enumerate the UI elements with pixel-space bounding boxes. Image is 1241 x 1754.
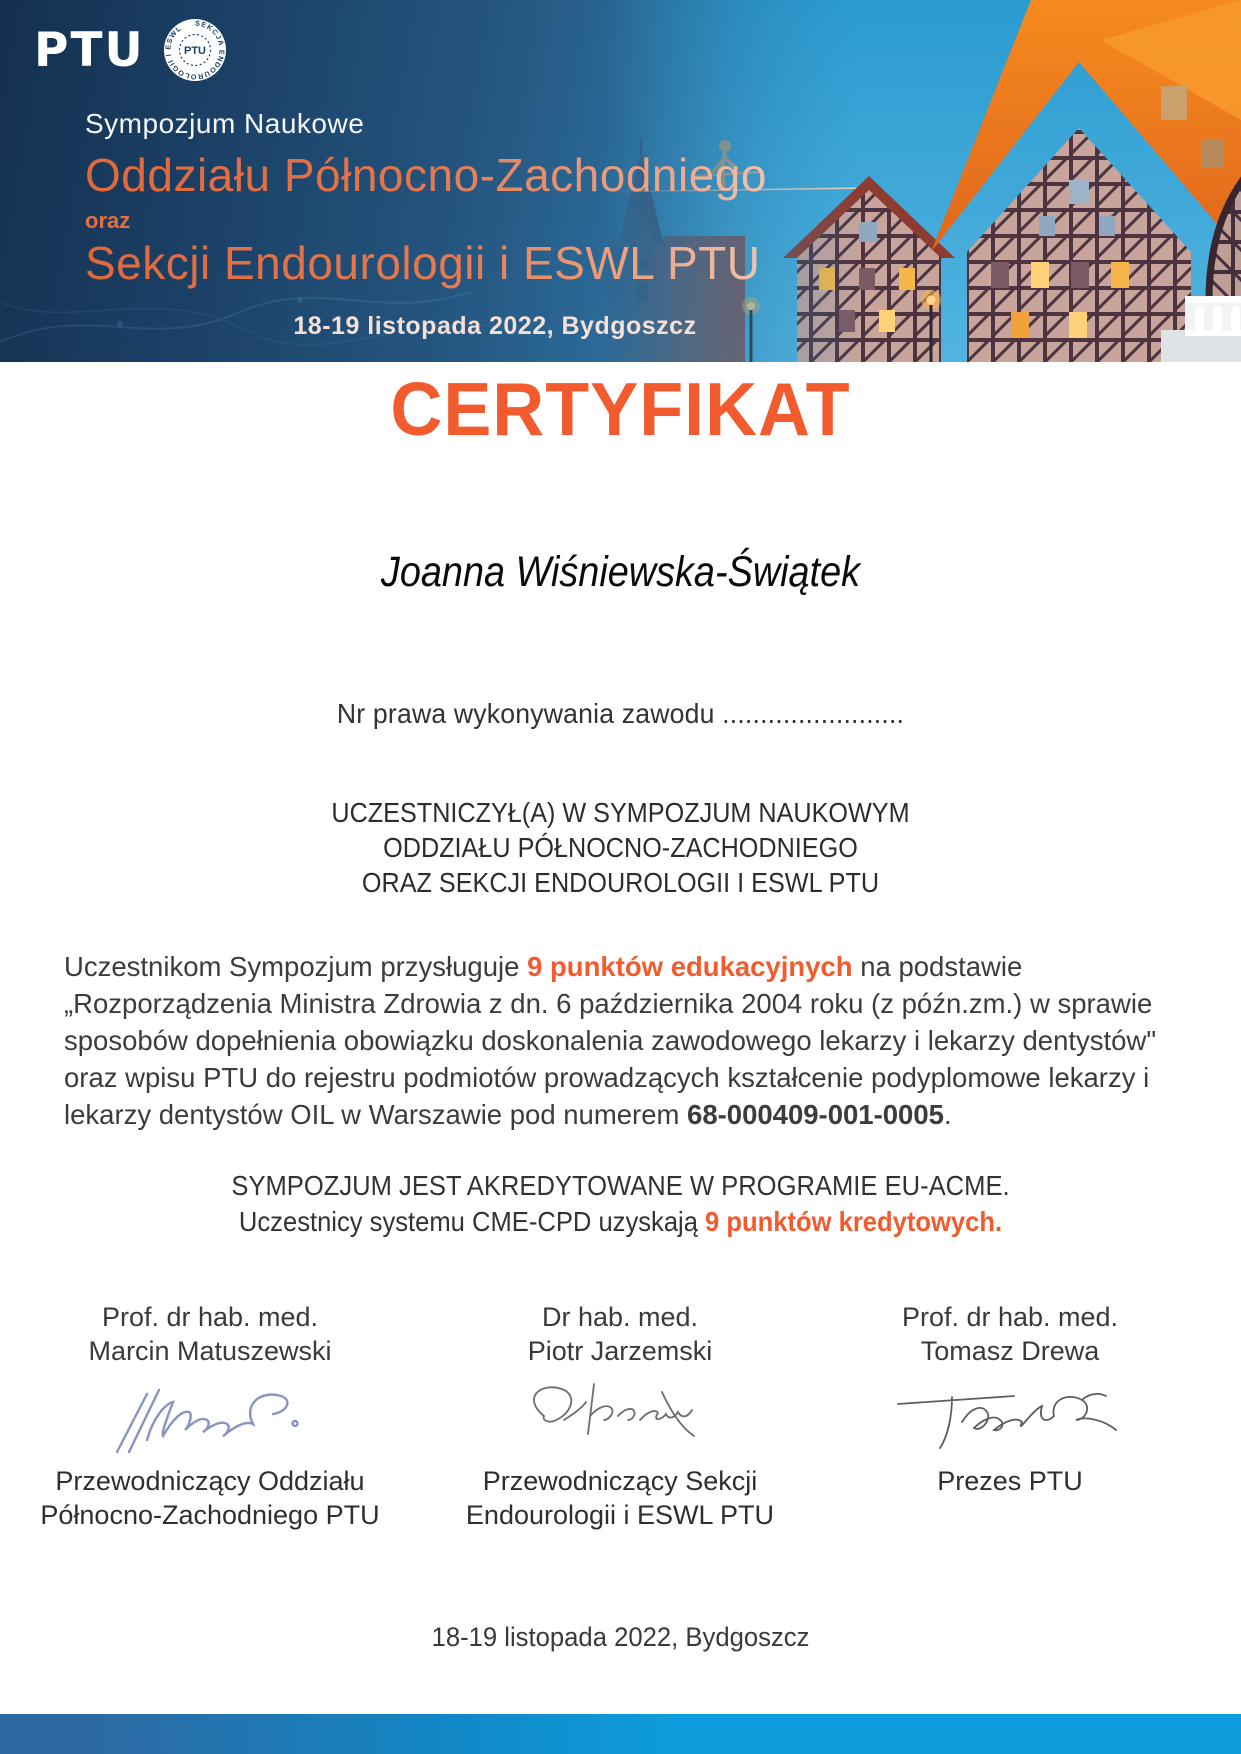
participation-line-3: ORAZ SEKCJI ENDOUROLOGII I ESWL PTU bbox=[361, 867, 880, 898]
accreditation-line-1: SYMPOZJUM JEST AKREDYTOWANE W PROGRAMIE EU-ACME. bbox=[231, 1170, 1010, 1201]
svg-text:PTU: PTU bbox=[183, 45, 206, 57]
participation-line-1: UCZESTNICZYŁ(A) W SYMPOZJUM NAUKOWYM bbox=[331, 797, 910, 828]
signature-block bbox=[0, 1300, 1241, 1532]
credit-points-highlight: 9 punktów kredytowych. bbox=[705, 1206, 1003, 1237]
matuszewski-signature bbox=[95, 1376, 325, 1462]
education-points-highlight: 9 punktów edukacyjnych bbox=[527, 951, 853, 982]
footer-date-location: 18-19 listopada 2022, Bydgoszcz bbox=[431, 1622, 810, 1652]
license-number-line: Nr prawa wykonywania zawodu ........................ bbox=[336, 698, 905, 729]
certificate-title: CERTYFIKAT bbox=[390, 367, 851, 451]
signatory-matuszewski bbox=[0, 1300, 420, 1532]
drewa-signature bbox=[890, 1376, 1130, 1462]
signatory-title: Prof. dr hab. med. bbox=[101, 1302, 319, 1332]
header-banner bbox=[0, 0, 1241, 362]
svg-text:SEKCJA ENDOUROLOGII I ESWL: SEKCJA ENDOUROLOGII I ESWL bbox=[163, 18, 227, 82]
signatory-name: Piotr Jarzemski bbox=[527, 1336, 713, 1366]
signatory-jarzemski bbox=[420, 1300, 820, 1532]
footer-bar bbox=[0, 1714, 1241, 1754]
signatory-role-line1: Przewodniczący Oddziału bbox=[55, 1466, 365, 1496]
legal-paragraph bbox=[64, 948, 1182, 1133]
participation-statement bbox=[62, 795, 1179, 900]
header-conjunction: oraz bbox=[85, 208, 131, 233]
signatory-title: Dr hab. med. bbox=[541, 1302, 699, 1332]
header-title-line2: Sekcji Endourologii i ESWL PTU bbox=[85, 236, 905, 290]
accreditation-text: Uczestnicy systemu CME-CPD uzyskają bbox=[238, 1206, 706, 1237]
signatory-name: Tomasz Drewa bbox=[920, 1336, 1100, 1366]
jarzemski-signature bbox=[510, 1376, 730, 1462]
header-title-line1: Oddziału Północno-Zachodniego bbox=[85, 148, 905, 202]
header-kicker: Sympozjum Naukowe bbox=[85, 108, 365, 139]
legal-text: Uczestnikom Sympozjum przysługuje bbox=[64, 951, 528, 982]
endourology-section-badge-icon bbox=[163, 18, 227, 82]
recipient-name: Joanna Wiśniewska-Świątek bbox=[380, 548, 861, 596]
signatory-title: Prof. dr hab. med. bbox=[901, 1302, 1119, 1332]
header-date-location: 18-19 listopada 2022, Bydgoszcz bbox=[293, 312, 697, 340]
legal-text-end: . bbox=[943, 1099, 952, 1130]
registry-number: 68-000409-001-0005 bbox=[687, 1099, 944, 1130]
signatory-role-line1: Przewodniczący Sekcji bbox=[482, 1466, 758, 1496]
signatory-role-line2: Endourologii i ESWL PTU bbox=[465, 1500, 775, 1530]
accreditation-statement bbox=[43, 1168, 1197, 1240]
accreditation-line-2 bbox=[43, 1204, 1197, 1240]
signatory-drewa bbox=[820, 1300, 1200, 1532]
legal-text-continued: na podstawie „Rozporządzenia Ministra Zdrowia z dn. 6 października 2004 roku (z późn.zm.) w sprawie sposobów dopełnienia obowiązku doskonalenia zawodowego lekarzy i lekarzy dentystów" oraz wpisu PTU do rejestru podmiotów prowadzących kształcenie podyplomowe lekarzy i lekarzy dentystów OIL w Warszawie pod numerem bbox=[64, 951, 1157, 1130]
ptu-logo: PTU bbox=[34, 22, 145, 78]
participation-line-2: ODDZIAŁU PÓŁNOCNO-ZACHODNIEGO bbox=[383, 832, 858, 863]
signatory-name: Marcin Matuszewski bbox=[88, 1336, 332, 1366]
signatory-role-line2: Północno-Zachodniego PTU bbox=[40, 1500, 380, 1530]
signatory-role-line1: Prezes PTU bbox=[937, 1466, 1083, 1496]
